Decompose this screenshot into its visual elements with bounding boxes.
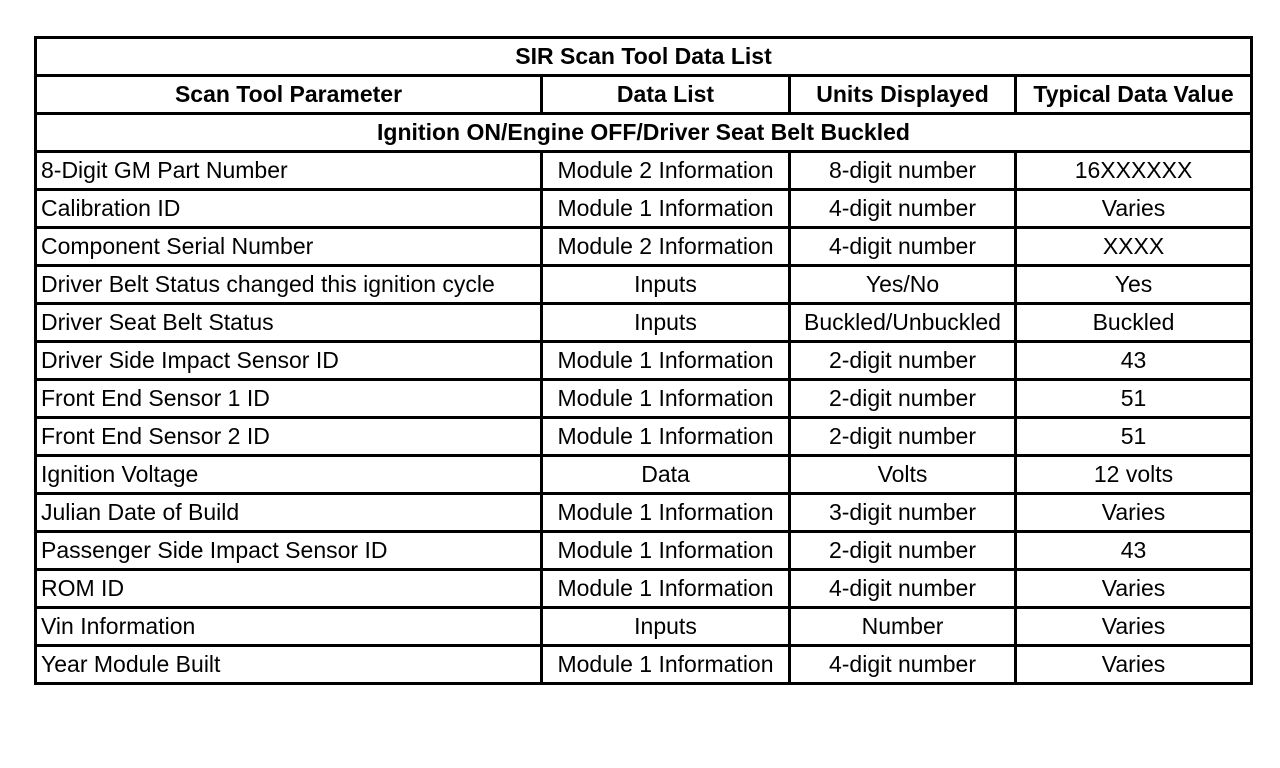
typical-value-cell: 51 bbox=[1016, 380, 1252, 418]
sir-data-list-sheet bbox=[34, 36, 1250, 685]
units-cell: 2-digit number bbox=[790, 532, 1016, 570]
units-cell: 4-digit number bbox=[790, 646, 1016, 684]
units-cell: 8-digit number bbox=[790, 152, 1016, 190]
parameter-cell: Julian Date of Build bbox=[36, 494, 542, 532]
parameter-cell: Year Module Built bbox=[36, 646, 542, 684]
parameter-cell: Front End Sensor 1 ID bbox=[36, 380, 542, 418]
typical-value-cell: 43 bbox=[1016, 532, 1252, 570]
data-list-cell: Data bbox=[542, 456, 790, 494]
units-cell: 2-digit number bbox=[790, 342, 1016, 380]
table-row bbox=[36, 570, 1252, 608]
units-cell: 4-digit number bbox=[790, 228, 1016, 266]
table-row bbox=[36, 456, 1252, 494]
header-units-displayed: Units Displayed bbox=[790, 76, 1016, 114]
data-list-cell: Module 1 Information bbox=[542, 418, 790, 456]
units-cell: 2-digit number bbox=[790, 380, 1016, 418]
data-list-cell: Module 1 Information bbox=[542, 646, 790, 684]
data-list-cell: Module 1 Information bbox=[542, 532, 790, 570]
table-row bbox=[36, 342, 1252, 380]
parameter-cell: Ignition Voltage bbox=[36, 456, 542, 494]
data-list-cell: Inputs bbox=[542, 304, 790, 342]
typical-value-cell: XXXX bbox=[1016, 228, 1252, 266]
typical-value-cell: Varies bbox=[1016, 646, 1252, 684]
parameter-cell: Driver Side Impact Sensor ID bbox=[36, 342, 542, 380]
table-title: SIR Scan Tool Data List bbox=[36, 38, 1252, 76]
typical-value-cell: Yes bbox=[1016, 266, 1252, 304]
data-list-cell: Module 1 Information bbox=[542, 190, 790, 228]
table-title-row bbox=[36, 38, 1252, 76]
parameter-cell: Front End Sensor 2 ID bbox=[36, 418, 542, 456]
table-row bbox=[36, 494, 1252, 532]
table-row bbox=[36, 532, 1252, 570]
typical-value-cell: Varies bbox=[1016, 570, 1252, 608]
test-condition: Ignition ON/Engine OFF/Driver Seat Belt Buckled bbox=[36, 114, 1252, 152]
units-cell: 4-digit number bbox=[790, 190, 1016, 228]
parameter-cell: Driver Belt Status changed this ignition cycle bbox=[36, 266, 542, 304]
table-row bbox=[36, 190, 1252, 228]
typical-value-cell: Varies bbox=[1016, 190, 1252, 228]
parameter-cell: Passenger Side Impact Sensor ID bbox=[36, 532, 542, 570]
data-list-cell: Module 1 Information bbox=[542, 494, 790, 532]
table-row bbox=[36, 380, 1252, 418]
parameter-cell: Vin Information bbox=[36, 608, 542, 646]
header-scan-tool-parameter: Scan Tool Parameter bbox=[36, 76, 542, 114]
units-cell: Yes/No bbox=[790, 266, 1016, 304]
units-cell: 3-digit number bbox=[790, 494, 1016, 532]
header-data-list: Data List bbox=[542, 76, 790, 114]
typical-value-cell: Varies bbox=[1016, 494, 1252, 532]
parameter-cell: 8-Digit GM Part Number bbox=[36, 152, 542, 190]
table-row bbox=[36, 608, 1252, 646]
units-cell: Number bbox=[790, 608, 1016, 646]
table-header-row bbox=[36, 76, 1252, 114]
table-row bbox=[36, 304, 1252, 342]
parameter-cell: Driver Seat Belt Status bbox=[36, 304, 542, 342]
data-list-cell: Module 2 Information bbox=[542, 228, 790, 266]
typical-value-cell: 43 bbox=[1016, 342, 1252, 380]
parameter-cell: Component Serial Number bbox=[36, 228, 542, 266]
table-row bbox=[36, 418, 1252, 456]
typical-value-cell: 16XXXXXX bbox=[1016, 152, 1252, 190]
table-row bbox=[36, 266, 1252, 304]
typical-value-cell: Buckled bbox=[1016, 304, 1252, 342]
header-typical-data-value: Typical Data Value bbox=[1016, 76, 1252, 114]
sir-scan-tool-table bbox=[34, 36, 1253, 685]
typical-value-cell: Varies bbox=[1016, 608, 1252, 646]
data-list-cell: Inputs bbox=[542, 608, 790, 646]
table-row bbox=[36, 228, 1252, 266]
condition-row bbox=[36, 114, 1252, 152]
data-list-cell: Module 1 Information bbox=[542, 342, 790, 380]
data-list-cell: Module 1 Information bbox=[542, 570, 790, 608]
units-cell: 2-digit number bbox=[790, 418, 1016, 456]
table-row bbox=[36, 152, 1252, 190]
parameter-cell: ROM ID bbox=[36, 570, 542, 608]
units-cell: 4-digit number bbox=[790, 570, 1016, 608]
data-list-cell: Module 1 Information bbox=[542, 380, 790, 418]
data-list-cell: Inputs bbox=[542, 266, 790, 304]
typical-value-cell: 12 volts bbox=[1016, 456, 1252, 494]
typical-value-cell: 51 bbox=[1016, 418, 1252, 456]
data-list-cell: Module 2 Information bbox=[542, 152, 790, 190]
parameter-cell: Calibration ID bbox=[36, 190, 542, 228]
units-cell: Buckled/Unbuckled bbox=[790, 304, 1016, 342]
units-cell: Volts bbox=[790, 456, 1016, 494]
table-row bbox=[36, 646, 1252, 684]
